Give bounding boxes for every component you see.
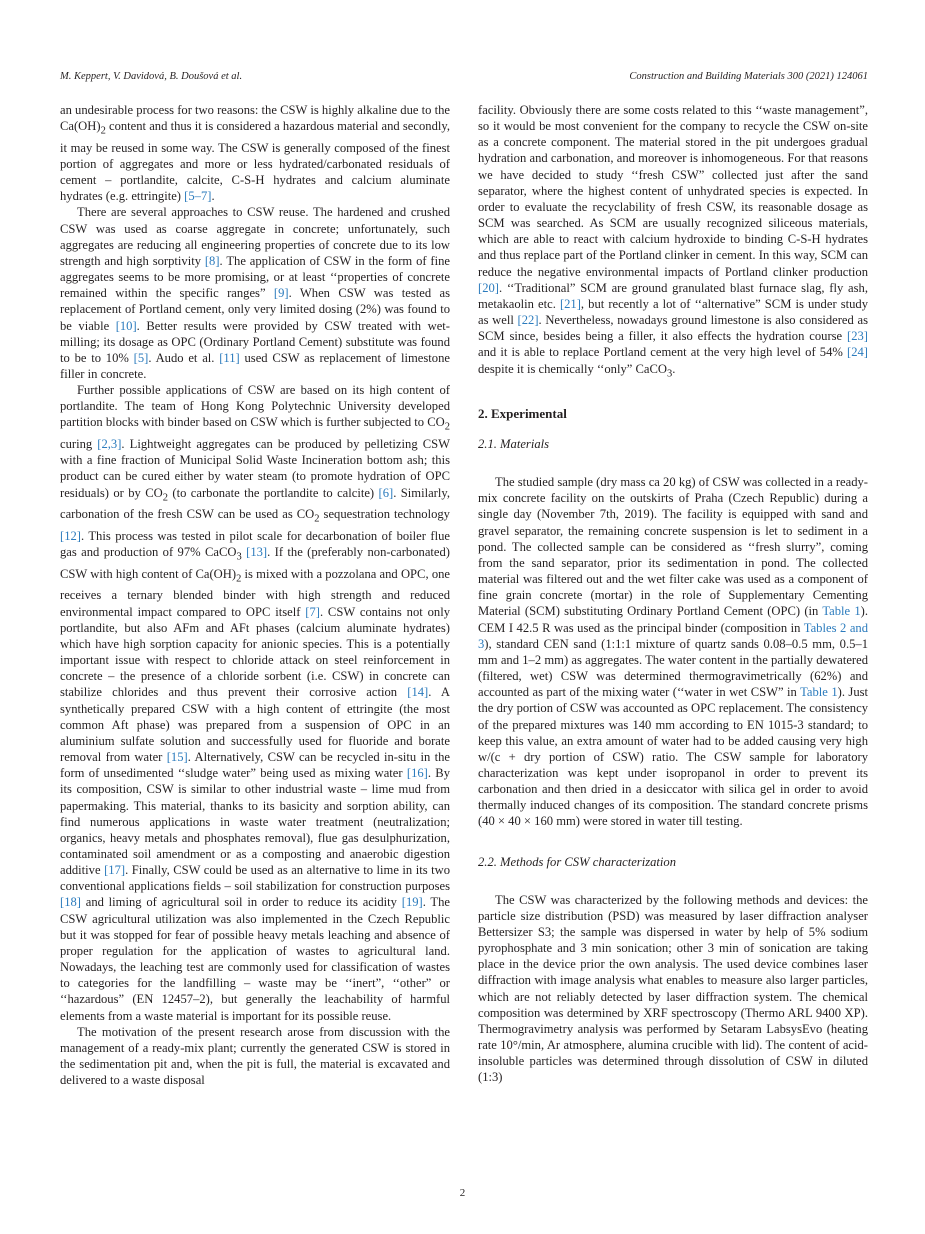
running-header bbox=[60, 71, 868, 87]
citation-link[interactable]: [11] bbox=[219, 350, 240, 365]
citation-link[interactable]: [7] bbox=[305, 604, 320, 619]
citation-link[interactable]: [15] bbox=[166, 750, 188, 765]
citation-link[interactable]: [6] bbox=[378, 485, 394, 500]
left-column bbox=[60, 102, 450, 1088]
citation-link[interactable]: [12] bbox=[60, 528, 81, 543]
citation-link[interactable]: [2,3] bbox=[97, 437, 122, 452]
paragraph: an undesirable process for two reasons: the CSW is highly alkaline due to the $Ca(OH)_2$ content and thus it is considered a hazardous material and secondly, it may be reused in some way. The CSW is generally composed of the finest portion of aggregates and more or less hydrated/carbonated residuals of cement – portlandite, calcite, C-S-H hydrates and calcium aluminate hydrates (e.g. ettringite) [5–7]. bbox=[60, 103, 450, 204]
table-link[interactable]: Table 1 bbox=[800, 685, 838, 700]
citation-link[interactable]: [21] bbox=[559, 296, 581, 311]
citation-link[interactable]: [16] bbox=[406, 766, 428, 781]
citation-link[interactable]: [17] bbox=[104, 863, 126, 878]
citation-link[interactable]: [5] bbox=[133, 350, 149, 365]
citation-link[interactable]: [23] bbox=[847, 329, 868, 344]
paragraph: The motivation of the present research arose from discussion with the management of a ready-mix plant; currently the generated CSW is stored in the sedimentation pit and, when the pit is full, the material is excavated and delivered to a waste disposal bbox=[60, 1024, 450, 1088]
paragraph: There are several approaches to CSW reuse. The hardened and crushed CSW was used as coarse aggregate in concrete; unfortunately, such aggregates are reducing all engineering properties of concrete due to its low strength and high sorptivity [8]. The application of CSW in the form of fine aggregates seems to be more promising, or at least ‘‘properties of concrete remained within the specific ranges” [9]. When CSW was tested as replacement of Portland cement, only very limited dosing (2%) was found to be viable [10]. Better results were provided by CSW treated with wet-milling; its dosage as OPC (Ordinary Portland Cement) substitute was found to be to 10% [5]. Audo et al. [11] used CSW as replacement of limestone filler in concrete. bbox=[60, 205, 450, 382]
citation-link[interactable]: [18] bbox=[60, 895, 81, 910]
citation-link[interactable]: [8] bbox=[204, 253, 220, 268]
table-link[interactable]: Table 1 bbox=[822, 604, 861, 619]
right-column bbox=[478, 102, 868, 1085]
paragraph: Further possible applications of CSW are based on its high content of portlandite. The team of Hong Kong Polytechnic University developed partition blocks with binder based on CSW which is further subjected to $CO_2$ curing [2,3]. Lightweight aggregates can be produced by pelletizing CSW with a fine fraction of Municipal Solid Waste Incineration bottom ash; this product can be cured either by water steam (to promote hydration of OPC residuals) or by $CO_2$ (to carbonate the portlandite to calcite) [6]. Similarly, carbonation of the fresh CSW can be used as $CO_2$ sequestration technology [12]. This process was tested in pilot scale for decarbonation of boiler flue gas and production of 97% CaCO$_3$ [13]. If the (preferably non-carbonated) CSW with high content of $Ca(OH)_2$ is mixed with a pozzolana and OPC, one receives a ternary blended binder with high strength and reduced environmental impact compared to OPC itself [7]. CSW contains not only portlandite, but also AFm and AFt phases (calcium aluminate hydrates) which have high sorption capacity for anionic species. This is a potentially important issue with respect to chloride attack on steel reinforcement in concrete – the presence of a chloride sorbent (i.e. CSW) in concrete can stabilize chlorides and thus prevent their corrosive action [14]. A synthetically prepared CSW with a high content of ettringite (the most common Aft phase) was prepared from a suspension of OPC in an aluminium sulfate solution and successfully used for fluoride and borate removal from water [15]. Alternatively, CSW can be recycled in-situ in the form of unsedimented ‘‘sludge water” being used as mixing water [16]. By its composition, CSW is similar to other industrial waste – lime mud from papermaking. This material, thanks to its basicity and sorption ability, can find numerous applications in waste water treatment (neutralization; organics, heavy metals and phosphates removal), flue gas desulphurization, contaminated soil amendment or as a composting and anaerobic digestion additive [17]. Finally, CSW could be used as an alternative to lime in its two conventional applications fields – soil stabilization for construction purposes [18] and liming of agricultural soil in order to reduce its acidity [19]. The CSW agricultural utilization was also implemented in the Czech Republic but it was stopped for fear of possible heavy metals leaching and absence of proper regulation for the application of wastes to agricultural land. Nowadays, the leaching test are commonly used for classification of wastes to categories for the landfilling – waste may be ‘‘inert”, ‘‘other” or ‘‘hazardous” (EN 12457–2), but generally the leachability of harmful elements from a waste material is important for its possible reuse. bbox=[60, 383, 451, 1023]
citation-link[interactable]: [14] bbox=[407, 685, 429, 700]
citation-link[interactable]: [22] bbox=[517, 313, 539, 328]
citation-link[interactable]: [9] bbox=[273, 286, 289, 301]
paragraph: The studied sample (dry mass ca 20 kg) of CSW was collected in a ready-mix concrete facility on the outskirts of Praha (Czech Republic) during a single day (November 7th, 2019). The facility is equipped with sand and gravel separator, the remaining concrete suspension is let to sediment in a pond. The collected sample can be considered as ‘‘fresh slurry”, coming from the sand separator, prior its sedimentation in pond. The collected material was filtered out and the wet filter cake was used as a component of fine grain concrete (mortar) in the role of Supplementary Cementing Material (SCM) substituting Ordinary Portland Cement (OPC) (in Table 1). CEM I 42.5 R was used as the principal binder (composition in Tables 2 and 3), standard CEN sand (1:1:1 mixture of quartz sands 0.08–0.5 mm, 0.5–1 mm and 1–2 mm) as aggregates. The water content in the partially dewatered (filtered, wet) CSW was determined thermogravimetrically (62%) and accounted as part of the mixing water (‘‘water in wet CSW” in Table 1). Just the dry portion of CSW was accounted as OPC replacement. The consistency of the prepared mixtures was 140 mm according to EN 1015-3 standard; to keep this value, an extra amount of water had to be added causing very high w/(c + dry portion of CSW) ratio. The CSW sample for laboratory characterization was kept under isopropanol in order to prevent its carbonation and then dried in a desiccator with silica gel in order to avoid thermally induced changes of its composition. The standard concrete prisms (40 × 40 × 160 mm) were stored in water till testing. bbox=[478, 475, 869, 829]
section-heading: 2. Experimental bbox=[478, 406, 567, 422]
citation-link[interactable]: [13] bbox=[246, 545, 268, 560]
page-number: 2 bbox=[459, 1187, 466, 1199]
header-journal: Construction and Building Materials 300 (2021) 124061 bbox=[629, 71, 868, 82]
citation-link[interactable]: [19] bbox=[401, 895, 423, 910]
table-link[interactable]: Tables 2 and 3 bbox=[478, 620, 869, 651]
citation-link[interactable]: [20] bbox=[478, 280, 499, 295]
paragraph: The CSW was characterized by the following methods and devices: the particle size distribution (PSD) was measured by laser diffraction analyser Bettersizer S3; the sample was dispersed in water by help of 5% sodium pyrophosphate and 3 min sonication; other 3 min of sonication are taking place in the device prior the own analysis. The used device combines laser diffraction with image analysis what enables to measure also larger particles, which are not reliably detected by laser diffraction system. The chemical composition was determined by XRF spectroscopy (Thermo ARL 9400 XP). Thermogravimetry analysis was performed by Setaram LabsysEvo (heating rate 10°/min, Ar atmosphere, alumina crucible with lid). The content of acid-insoluble particles was determined through dissolution of CSW in diluted (1:3) bbox=[478, 892, 868, 1085]
citation-link[interactable]: [10] bbox=[115, 318, 137, 333]
citation-link[interactable]: [24] bbox=[847, 345, 868, 360]
subsection-heading: 2.1. Materials bbox=[478, 437, 550, 452]
header-authors: M. Keppert, V. Davidová, B. Doušová et al. bbox=[60, 71, 243, 82]
subsection-heading: 2.2. Methods for CSW characterization bbox=[478, 854, 676, 869]
citation-link[interactable]: [5–7] bbox=[184, 189, 212, 204]
paragraph: facility. Obviously there are some costs related to this ‘‘waste management”, so it would be most convenient for the company to recycle the CSW on-site as a concrete component. The material stored in the pit undergoes gradual hydration and carbonation, and moreover is inhomogeneous. For that reasons we have decided to study ‘‘fresh CSW” collected just after the sand separator, where the highest content of unhydrated species is expected. In order to evaluate the recyclability of fresh CSW, its reasonable dosage as SCM was searched. As SCM are usually recognized siliceous materials, which are able to react with calcium hydroxide to binding C-S-H hydrates and thus replace part of the Portland clinker in cement. In this way, SCM can reduce the negative environmental impacts of Portland clinker production [20]. ‘‘Traditional” SCM are ground granulated blast furnace slag, fly ash, metakaolin etc. [21], but recently a lot of ‘‘alternative” SCM is under study as well [22]. Nevertheless, nowadays ground limestone is also considered as SCM since, besides being a filler, it also effects the hydration course [23] and it is able to replace Portland cement at the very high level of 54% [24] despite it is chemically ‘‘only” CaCO$_3$. bbox=[478, 103, 868, 380]
